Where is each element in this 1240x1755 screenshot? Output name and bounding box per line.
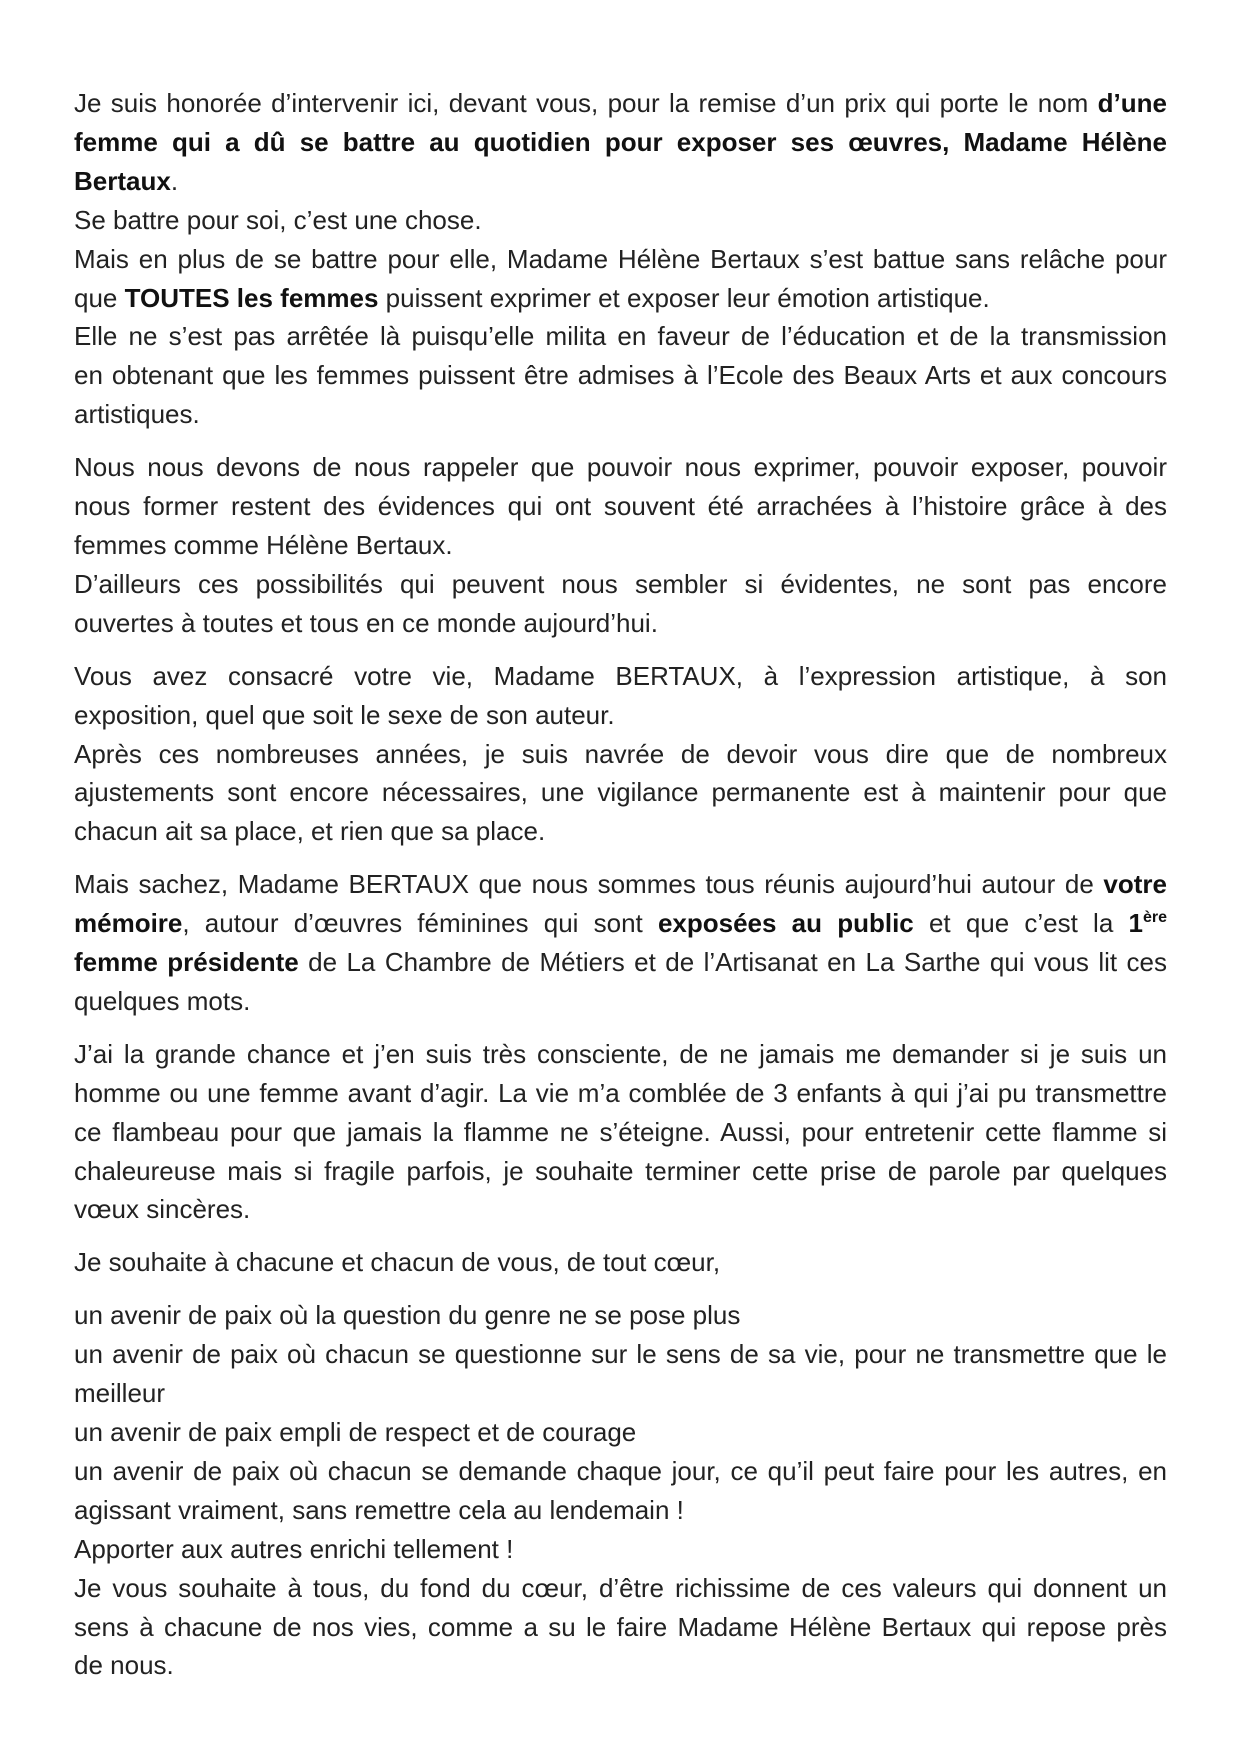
text-line: Vous avez consacré votre vie, Madame BERTAUX, à l’expression artistique, à son [74,660,1167,691]
paragraph-intro [74,84,1167,434]
text-line: homme ou une femme avant d’agir. La vie m’a comblée de 3 enfants à qui j’ai pu transmettre [74,1077,1167,1108]
text-line: un avenir de paix empli de respect et de courage [74,1417,637,1447]
text-line: Mais en plus de se battre pour elle, Madame Hélène Bertaux s’est battue sans relâche pour [74,243,1167,274]
text-line: Je souhaite à chacune et chacun de vous, de tout cœur, [74,1247,721,1278]
text-line: artistiques. [74,399,200,430]
paragraph-voeux [74,1296,1167,1685]
text-line: un avenir de paix où chacun se questionne sur le sens de sa vie, pour ne transmettre que le [74,1339,1167,1370]
text-line: nous former restent des évidences qui ont souvent été arrachées à l’histoire grâce à des [74,491,1167,522]
text-line: exposition, quel que soit le sexe de son auteur. [74,699,615,730]
text-run: et que c’est la [913,908,1129,939]
ordinal-suffix: ère [1142,909,1167,927]
text-line [74,84,1167,123]
bold-text: femme présidente [74,947,299,978]
text-run: , autour d’œuvres féminines qui sont [182,908,658,939]
text-run: de La Chambre de Métiers et de l’Artisanat en La Sarthe qui vous lit ces [298,947,1167,978]
paragraph-consacre [74,657,1167,852]
text-line [74,904,1167,943]
text-line: Elle ne s’est pas arrêtée là puisqu’elle milita en faveur de l’éducation et de la transmission [74,321,1167,352]
text-run: . [170,165,179,196]
text-line: de nous. [74,1650,174,1681]
ordinal [1128,908,1167,938]
text-line: femmes comme Hélène Bertaux. [74,529,453,560]
bold-text: femme qui a dû se battre au quotidien pour exposer ses œuvres, Madame Hélène [74,126,1167,157]
text-line: ce flambeau pour que jamais la flamme ne s’éteigne. Aussi, pour entretenir cette flamme si [74,1116,1167,1147]
text-line: Après ces nombreuses années, je suis navrée de devoir vous dire que de nombreux [74,738,1167,769]
text-line: ajustements sont encore nécessaires, une vigilance permanente est à maintenir pour que [74,777,1167,808]
paragraph-chance [74,1035,1167,1230]
text-line: chaleureuse mais si fragile parfois, je souhaite terminer cette prise de parole par quelques [74,1155,1167,1186]
paragraph-souhait [74,1243,1167,1282]
paragraph-memoire [74,865,1167,1021]
text-line: quelques mots. [74,985,251,1016]
text-line: D’ailleurs ces possibilités qui peuvent nous sembler si évidentes, ne sont pas encore [74,568,1167,599]
text-run: Je suis honorée d’intervenir ici, devant vous, pour la remise d’un prix qui porte le nom [74,88,1098,118]
bold-text: mémoire [74,908,183,939]
text-line: J’ai la grande chance et j’en suis très consciente, de ne jamais me demander si je suis un [74,1038,1167,1069]
text-line: vœux sincères. [74,1194,251,1225]
text-run: Mais sachez, Madame BERTAUX que nous sommes tous réunis aujourd’hui autour de [74,869,1104,900]
paragraph-rappel [74,448,1167,643]
text-run: que [74,282,125,313]
text-line [74,943,1167,982]
bold-text: exposées au public [657,908,914,939]
text-line [74,162,1167,201]
bold-text: Bertaux [74,165,171,196]
text-line [74,123,1167,162]
ordinal-number: 1 [1128,908,1143,939]
text-run: puissent exprimer et exposer leur émotion artistique. [378,282,990,313]
text-line: sens à chacune de nos vies, comme a su le faire Madame Hélène Bertaux qui repose près [74,1611,1167,1642]
text-line: un avenir de paix où chacun se demande chaque jour, ce qu’il peut faire pour les autres, en [74,1455,1167,1486]
text-line: Apporter aux autres enrichi tellement ! [74,1533,514,1564]
bold-text: votre [1103,869,1167,900]
text-line: Se battre pour soi, c’est une chose. [74,204,482,235]
text-line: Je vous souhaite à tous, du fond du cœur, d’être richissime de ces valeurs qui donnent un [74,1572,1167,1603]
text-line: meilleur [74,1378,166,1409]
text-line: chacun ait sa place, et rien que sa place. [74,816,546,847]
text-line: un avenir de paix où la question du genre ne se pose plus [74,1300,741,1331]
text-line: agissant vraiment, sans remettre cela au lendemain ! [74,1494,684,1525]
text-line: ouvertes à toutes et tous en ce monde aujourd’hui. [74,607,658,638]
text-line: Nous nous devons de nous rappeler que pouvoir nous exprimer, pouvoir exposer, pouvoir [74,452,1167,483]
text-line [74,279,1167,318]
text-line: en obtenant que les femmes puissent être admises à l’Ecole des Beaux Arts et aux concours [74,360,1167,391]
bold-text: d’une [1097,88,1167,118]
bold-text: TOUTES les femmes [124,282,379,313]
text-line [74,865,1167,904]
